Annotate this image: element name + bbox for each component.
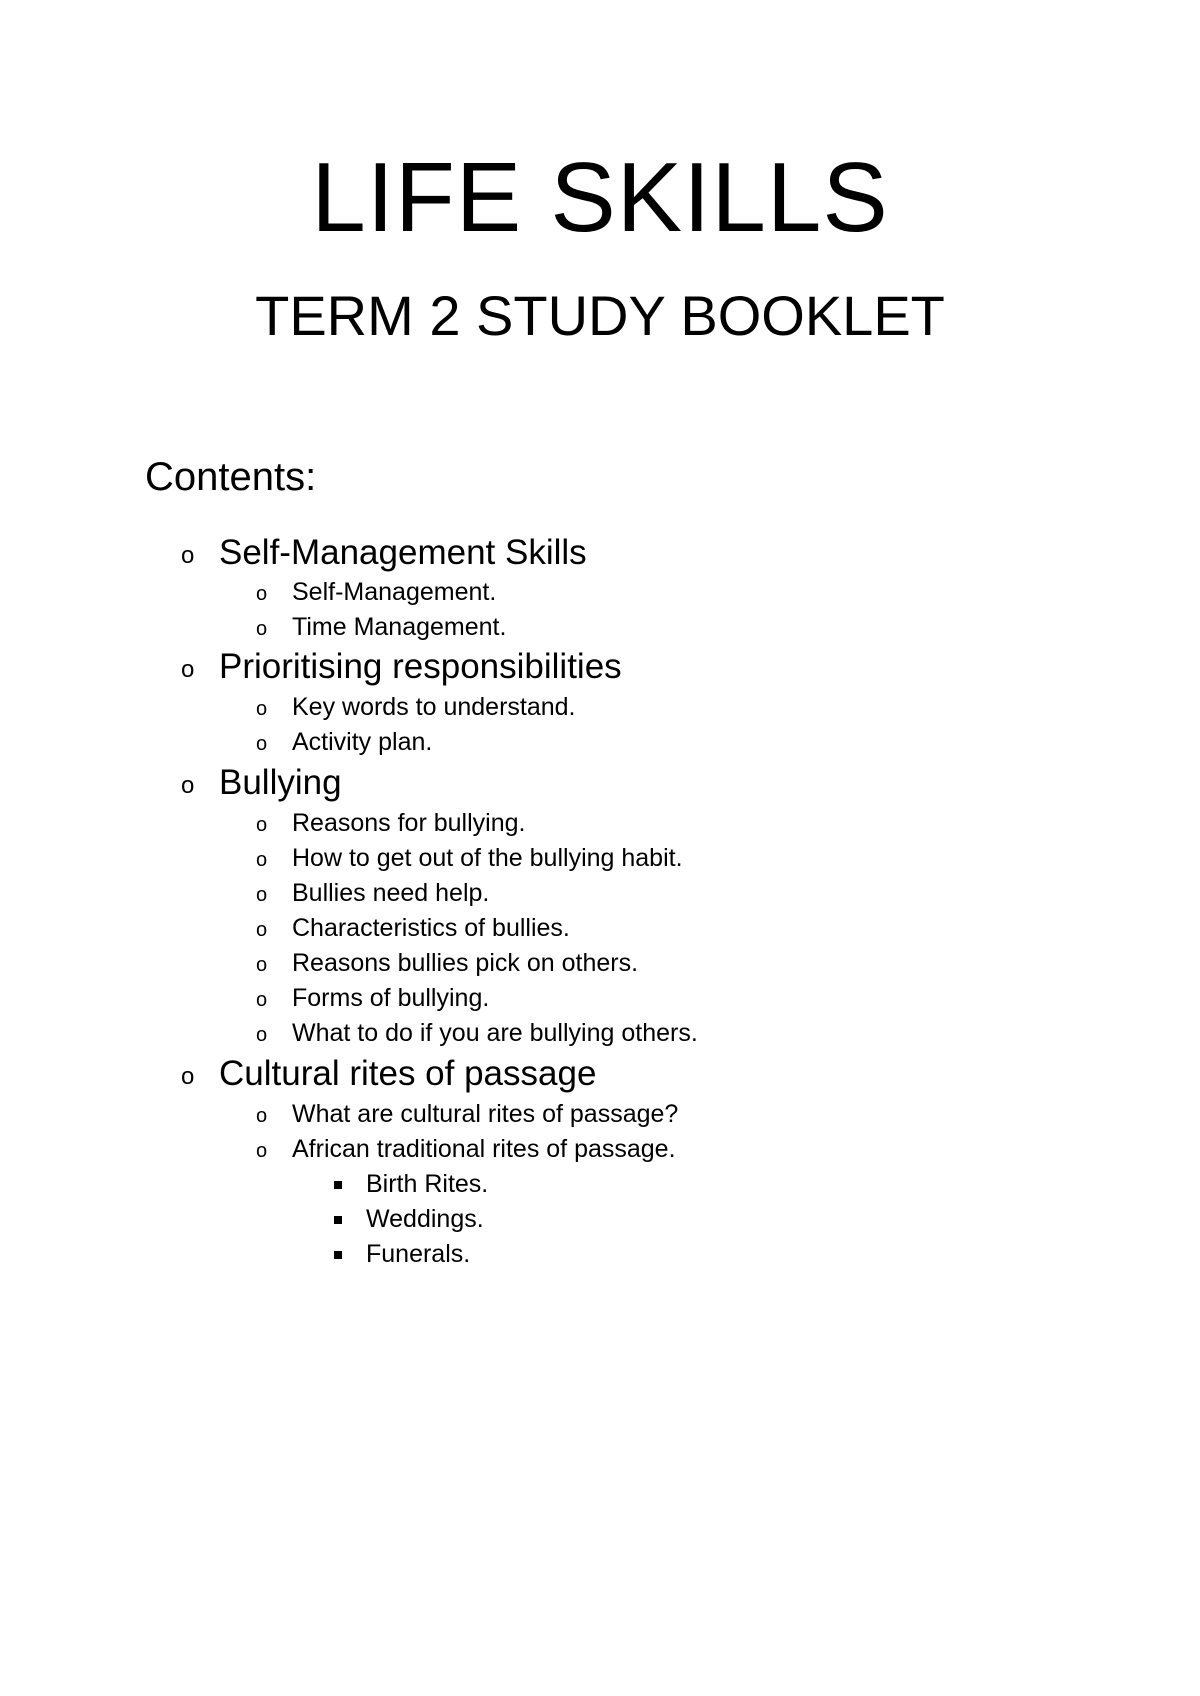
toc-section-label: Cultural rites of passage bbox=[219, 1054, 597, 1093]
toc-section bbox=[181, 1054, 597, 1093]
toc-item-label: What are cultural rites of passage? bbox=[292, 1100, 679, 1128]
contents-heading: Contents: bbox=[145, 455, 317, 499]
toc-subitem-label: Funerals. bbox=[366, 1240, 471, 1268]
toc-section bbox=[181, 533, 587, 572]
toc-item-label: Characteristics of bullies. bbox=[292, 914, 570, 942]
toc-item-label: Key words to understand. bbox=[292, 693, 576, 721]
toc-item-label: Bullies need help. bbox=[292, 879, 490, 907]
toc-item bbox=[256, 613, 507, 641]
toc-item-label: Activity plan. bbox=[292, 728, 433, 756]
toc-item bbox=[256, 949, 639, 977]
hollow-circle-bullet-icon: o bbox=[256, 698, 268, 720]
toc-item bbox=[256, 914, 570, 942]
document-title: LIFE SKILLS bbox=[311, 142, 889, 252]
hollow-circle-bullet-icon: o bbox=[181, 1063, 195, 1090]
toc-item bbox=[256, 1135, 676, 1163]
hollow-circle-bullet-icon: o bbox=[256, 1140, 268, 1162]
hollow-circle-bullet-icon: o bbox=[256, 814, 268, 836]
square-bullet-icon bbox=[334, 1251, 342, 1259]
toc-item bbox=[256, 693, 576, 721]
toc-item bbox=[256, 728, 433, 756]
toc-item bbox=[256, 809, 526, 837]
hollow-circle-bullet-icon: o bbox=[256, 1105, 268, 1127]
hollow-circle-bullet-icon: o bbox=[256, 989, 268, 1011]
toc-section bbox=[181, 647, 622, 686]
hollow-circle-bullet-icon: o bbox=[256, 849, 268, 871]
document-subtitle: TERM 2 STUDY BOOKLET bbox=[255, 284, 945, 347]
hollow-circle-bullet-icon: o bbox=[256, 618, 268, 640]
toc-section-label: Self-Management Skills bbox=[219, 533, 587, 572]
toc-item-label: Forms of bullying. bbox=[292, 984, 490, 1012]
hollow-circle-bullet-icon: o bbox=[181, 542, 195, 569]
toc-item bbox=[256, 984, 490, 1012]
hollow-circle-bullet-icon: o bbox=[256, 583, 268, 605]
toc-section-label: Prioritising responsibilities bbox=[219, 647, 622, 686]
toc-item-label: Reasons for bullying. bbox=[292, 809, 526, 837]
square-bullet-icon bbox=[334, 1181, 342, 1189]
toc-item-label: How to get out of the bullying habit. bbox=[292, 844, 683, 872]
hollow-circle-bullet-icon: o bbox=[256, 733, 268, 755]
toc-item bbox=[256, 844, 683, 872]
hollow-circle-bullet-icon: o bbox=[256, 919, 268, 941]
hollow-circle-bullet-icon: o bbox=[181, 656, 195, 683]
toc-item-label: Reasons bullies pick on others. bbox=[292, 949, 639, 977]
hollow-circle-bullet-icon: o bbox=[256, 884, 268, 906]
toc-section-label: Bullying bbox=[219, 763, 342, 802]
toc-subitem bbox=[366, 1172, 488, 1197]
square-bullet-icon bbox=[334, 1216, 342, 1224]
toc-subitem-label: Weddings. bbox=[366, 1205, 484, 1233]
toc-item bbox=[256, 578, 497, 606]
hollow-circle-bullet-icon: o bbox=[181, 772, 195, 799]
toc-subitem bbox=[366, 1242, 470, 1267]
toc-item-label: Self-Management. bbox=[292, 578, 497, 606]
toc-item-label: What to do if you are bullying others. bbox=[292, 1019, 698, 1047]
toc-subitem bbox=[366, 1207, 484, 1232]
hollow-circle-bullet-icon: o bbox=[256, 1024, 268, 1046]
toc-item-label: African traditional rites of passage. bbox=[292, 1135, 676, 1163]
hollow-circle-bullet-icon: o bbox=[256, 954, 268, 976]
toc-item-label: Time Management. bbox=[292, 613, 507, 641]
toc-item bbox=[256, 879, 490, 907]
toc-subitem-label: Birth Rites. bbox=[366, 1170, 489, 1198]
toc-section bbox=[181, 763, 342, 802]
toc-item bbox=[256, 1019, 698, 1047]
toc-item bbox=[256, 1100, 679, 1128]
